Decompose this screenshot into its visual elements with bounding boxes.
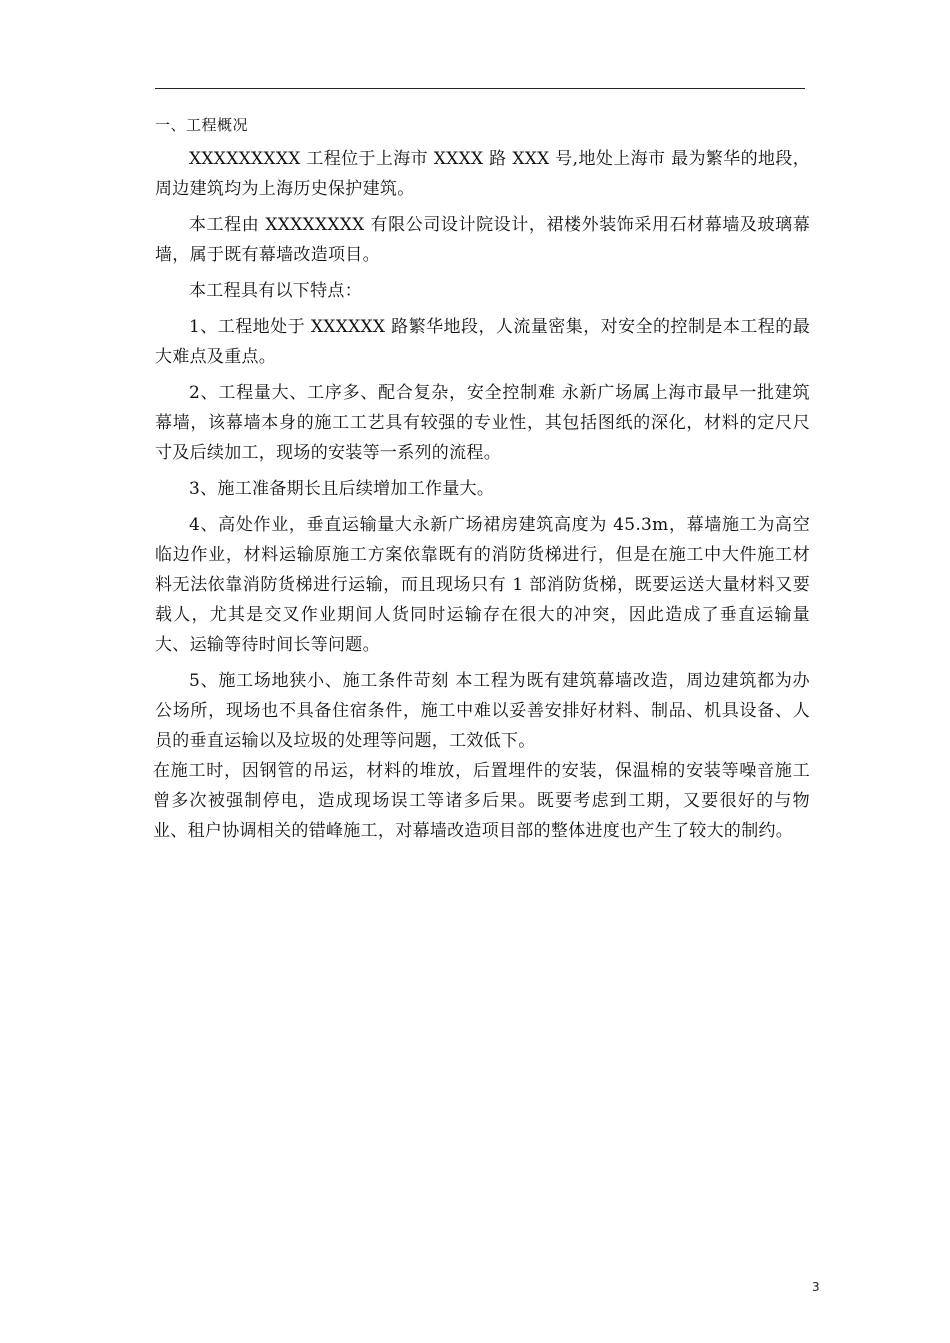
paragraph-feature-4: 4、高处作业，垂直运输量大永新广场裙房建筑高度为 45.3m，幕墙施工为高空临边作业，材料运输原施工方案依靠既有的消防货梯进行，但是在施工中大件施工材料无法依靠消防货梯进行运输，而且现场只有 1 部消防货梯，既要运送大量材料又要载人，尤其是交叉作业期间人货同时运输存在很大的冲突，因此造成了垂直运输量大、运输等待时间长等问题。	[155, 515, 810, 655]
page-number: 3	[812, 1280, 820, 1294]
paragraph-construction-issues: 在施工时，因钢管的吊运，材料的堆放，后置埋件的安装，保温棉的安装等噪音施工曾多次被强制停电，造成现场误工等诸多后果。既要考虑到工期，又要很好的与物业、租户协调相关的错峰施工，对幕墙改造项目部的整体进度也产生了较大的制约。	[153, 761, 810, 841]
paragraph-design-info: 本工程由 XXXXXXXX 有限公司设计院设计，裙楼外装饰采用石材幕墙及玻璃幕墙，属于既有幕墙改造项目。	[155, 215, 810, 265]
paragraph-feature-3: 3、施工准备期长且后续增加工作量大。	[189, 479, 495, 499]
header-rule	[155, 88, 805, 89]
paragraph-feature-1: 1、工程地处于 XXXXXX 路繁华地段，人流量密集，对安全的控制是本工程的最大难点及重点。	[155, 317, 810, 367]
paragraph-feature-2: 2、工程量大、工序多、配合复杂，安全控制难 永新广场属上海市最早一批建筑幕墙，该幕墙本身的施工工艺具有较强的专业性，其包括图纸的深化，材料的定尺尺寸及后续加工，现场的安装等一系列的流程。	[155, 383, 810, 463]
section-heading: 一、工程概况	[155, 116, 249, 134]
document-body	[155, 110, 810, 852]
paragraph-features-intro: 本工程具有以下特点：	[189, 281, 362, 301]
paragraph-project-location: XXXXXXXXX 工程位于上海市 XXXX 路 XXX 号,地处上海市 最为繁华的地段，周边建筑均为上海历史保护建筑。	[155, 149, 810, 199]
paragraph-feature-5: 5、施工场地狭小、施工条件苛刻 本工程为既有建筑幕墙改造，周边建筑都为办公场所，现场也不具备住宿条件，施工中难以妥善安排好材料、制品、机具设备、人员的垂直运输以及垃圾的处理等问题，工效低下。	[155, 671, 810, 751]
